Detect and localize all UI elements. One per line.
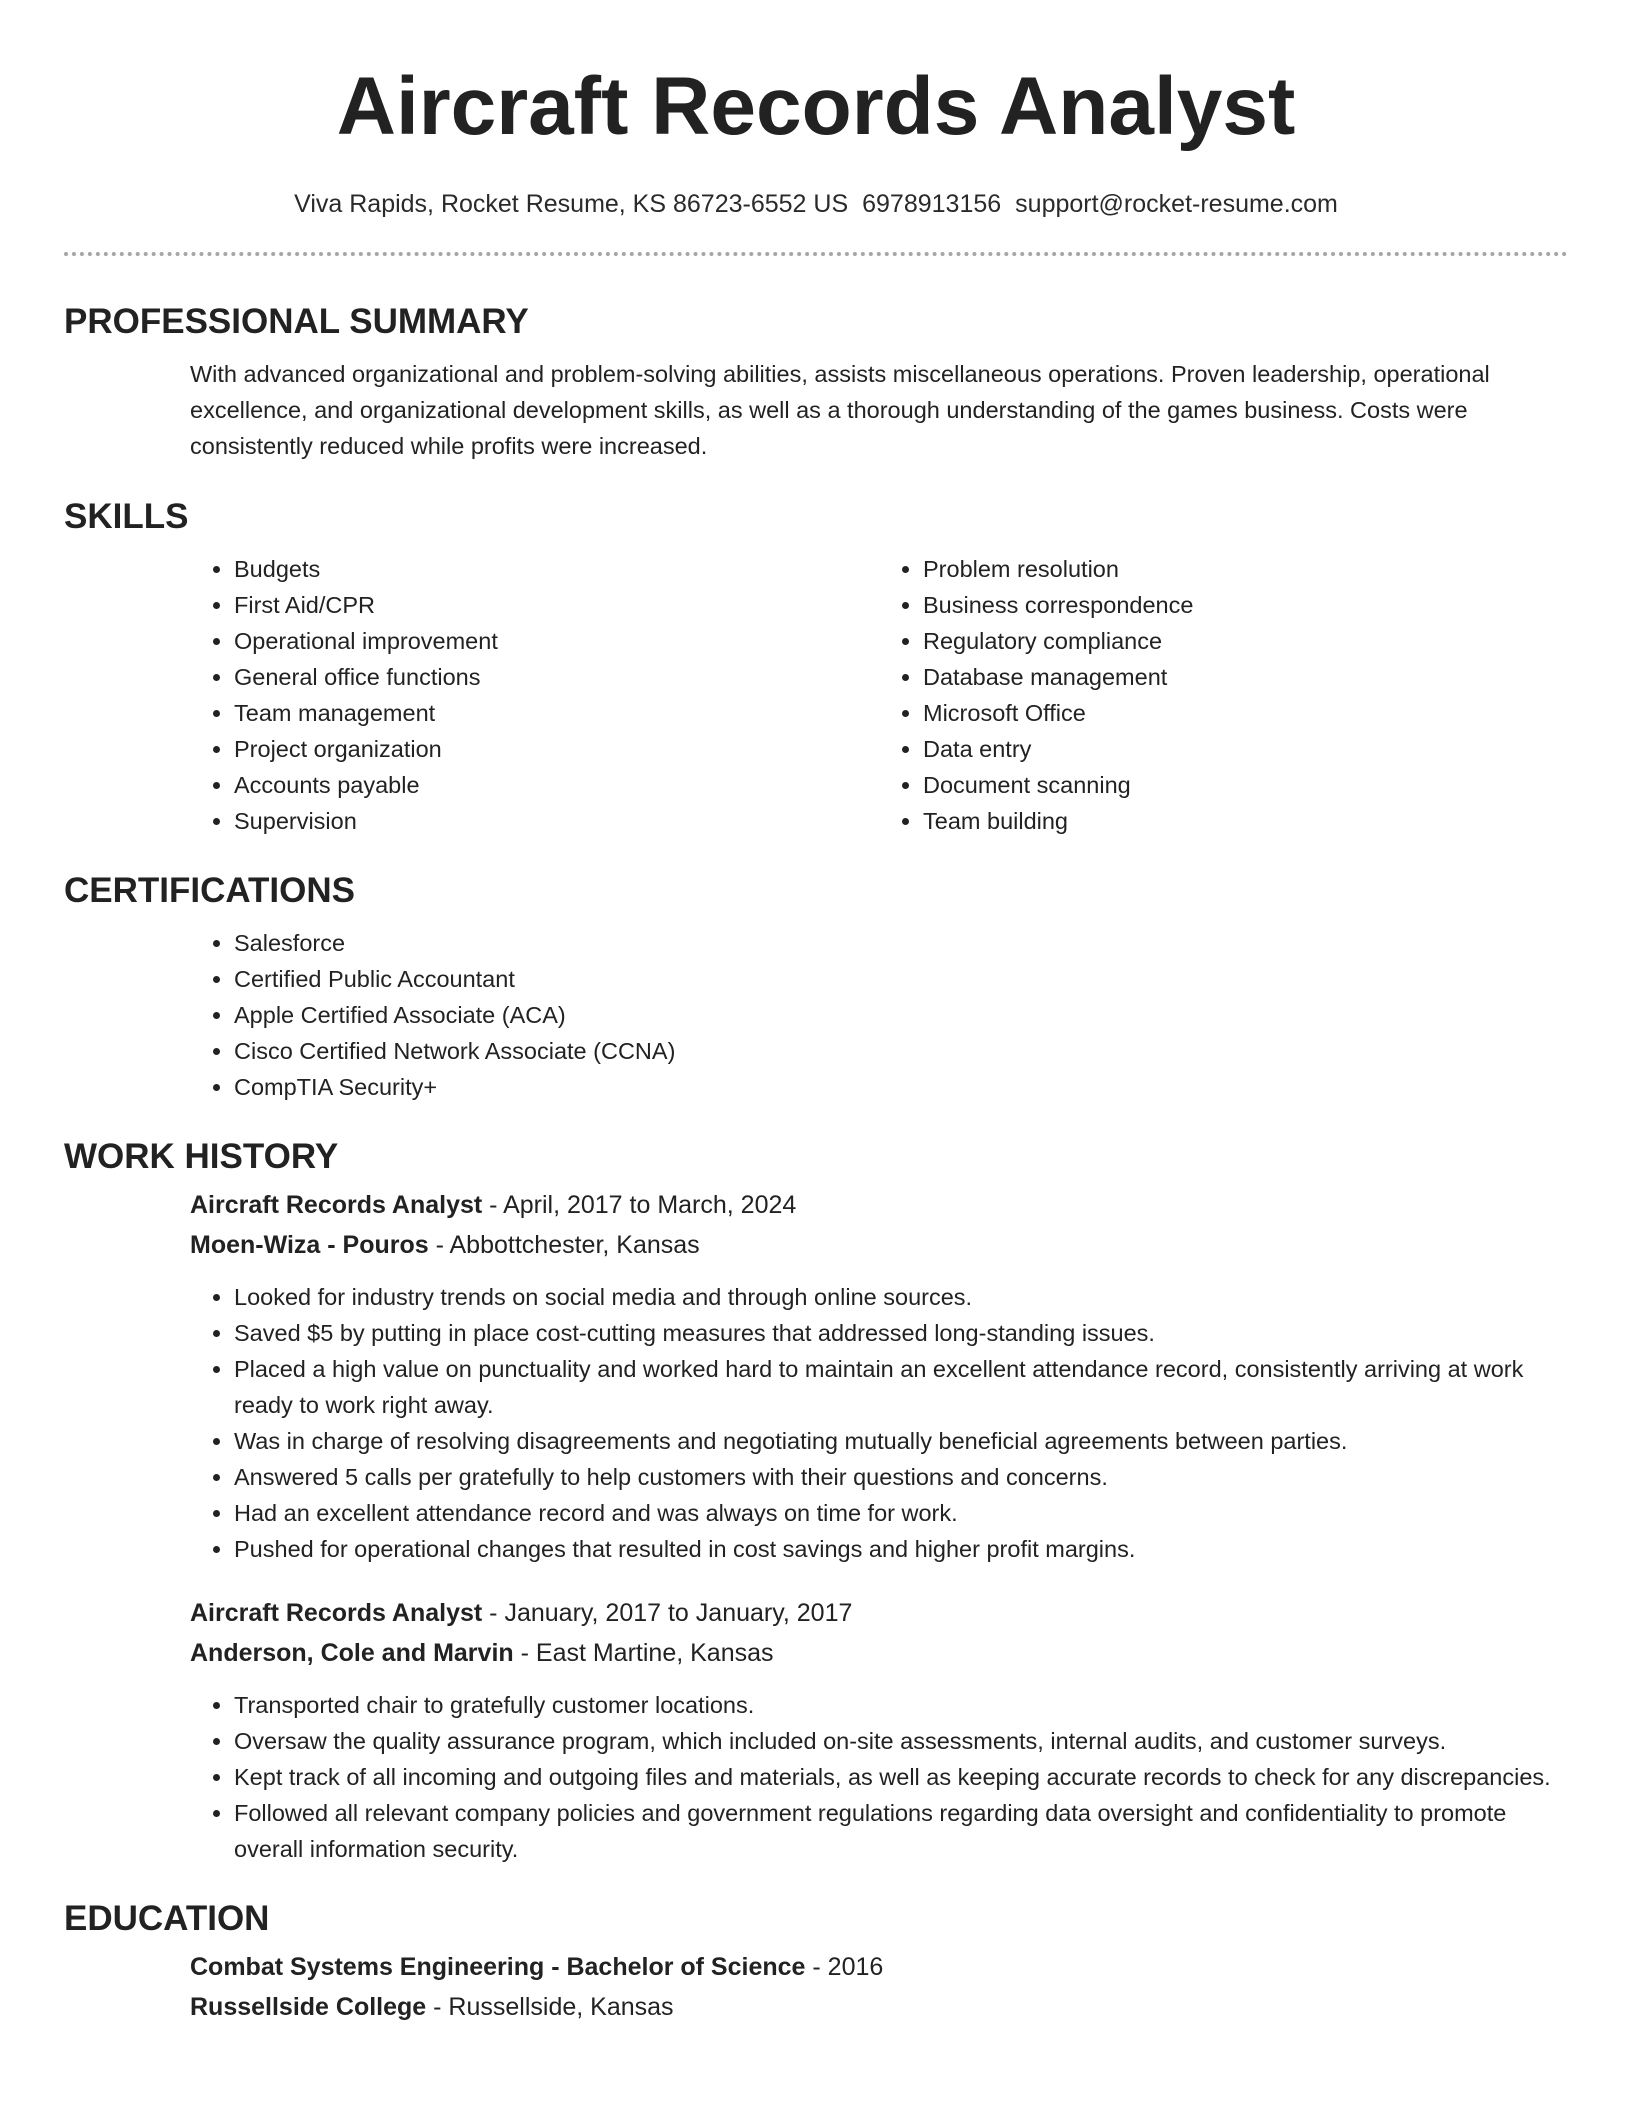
skill-item: • Project organization [234, 731, 879, 767]
job-bullet: • Looked for industry trends on social media and through online sources. [234, 1279, 1568, 1315]
job-company-line [190, 1225, 1568, 1265]
job-role: Aircraft Records Analyst [190, 1191, 483, 1219]
job-company: Anderson, Cole and Marvin [190, 1639, 514, 1667]
skill-item: • Budgets [234, 551, 879, 587]
skill-item: • First Aid/CPR [234, 587, 879, 623]
skills-section [64, 499, 1568, 839]
job-role-line [190, 1185, 1568, 1225]
education-section [64, 1901, 1568, 2027]
job-location: - Abbottchester, Kansas [428, 1231, 700, 1259]
job-bullet: • Kept track of all incoming and outgoing files and materials, as well as keeping accurate records to check for any discrepancies. [234, 1759, 1568, 1795]
header-divider [64, 252, 1568, 256]
job-bullets [190, 1279, 1568, 1567]
graduation-year: - 2016 [805, 1953, 884, 1981]
skill-item: • Accounts payable [234, 767, 879, 803]
degree-line [190, 1947, 1568, 1987]
job-bullet: • Answered 5 calls per gratefully to help customers with their questions and concerns. [234, 1459, 1568, 1495]
job-bullet: • Oversaw the quality assurance program, which included on-site assessments, internal audits, and customer surveys. [234, 1723, 1568, 1759]
job-company: Moen-Wiza - Pouros [190, 1231, 429, 1259]
skill-item: • Team building [923, 803, 1568, 839]
skill-item: • Microsoft Office [923, 695, 1568, 731]
summary-title: PROFESSIONAL SUMMARY [64, 302, 529, 341]
skill-item: • Problem resolution [923, 551, 1568, 587]
email: support@rocket-resume.com [1015, 190, 1338, 218]
job-dates: - April, 2017 to March, 2024 [482, 1191, 797, 1219]
skills-left-list [190, 551, 879, 839]
job-location: - East Martine, Kansas [513, 1639, 774, 1667]
work-title: WORK HISTORY [64, 1137, 339, 1176]
phone: 6978913156 [862, 190, 1002, 218]
skill-item: • Regulatory compliance [923, 623, 1568, 659]
certifications-title: CERTIFICATIONS [64, 871, 356, 910]
education-title: EDUCATION [64, 1899, 270, 1938]
skill-item: • Business correspondence [923, 587, 1568, 623]
job-role-line [190, 1593, 1568, 1633]
job-entry [190, 1593, 1568, 1867]
job-bullet: • Pushed for operational changes that resulted in cost savings and higher profit margins. [234, 1531, 1568, 1567]
skill-item: • Supervision [234, 803, 879, 839]
skills-grid [190, 551, 1568, 839]
certifications-section [64, 873, 1568, 1105]
summary-section [64, 304, 1568, 464]
summary-text: With advanced organizational and problem-solving abilities, assists miscellaneous operations. Proven leadership, operational excellence, and organizational development skills, as well as a thorough understanding of the games business. Costs were consistently reduced while profits were increased. [190, 361, 1490, 459]
skill-item: • Team management [234, 695, 879, 731]
certifications-list [190, 925, 1568, 1105]
skill-item: • Document scanning [923, 767, 1568, 803]
school: Russellside College [190, 1993, 427, 2021]
skill-item: • Database management [923, 659, 1568, 695]
address: Viva Rapids, Rocket Resume, KS 86723-6552 US [294, 190, 849, 218]
certification-item: • CompTIA Security+ [234, 1069, 1568, 1105]
skill-item: • General office functions [234, 659, 879, 695]
certification-item: • Salesforce [234, 925, 1568, 961]
certification-item: • Certified Public Accountant [234, 961, 1568, 997]
job-bullet: • Followed all relevant company policies and government regulations regarding data oversight and confidentiality to promote overall information security. [234, 1795, 1568, 1867]
degree: Combat Systems Engineering - Bachelor of Science [190, 1953, 806, 1981]
job-bullet: • Had an excellent attendance record and was always on time for work. [234, 1495, 1568, 1531]
candidate-name: Aircraft Records Analyst [336, 61, 1296, 152]
job-bullet: • Transported chair to gratefully customer locations. [234, 1687, 1568, 1723]
skills-title: SKILLS [64, 497, 189, 536]
certification-item: • Cisco Certified Network Associate (CCNA) [234, 1033, 1568, 1069]
school-line [190, 1987, 1568, 2027]
school-location: - Russellside, Kansas [426, 1993, 674, 2021]
certification-item: • Apple Certified Associate (ACA) [234, 997, 1568, 1033]
job-bullets [190, 1687, 1568, 1867]
certifications-wrap [190, 925, 1568, 1105]
education-entry [190, 1947, 1568, 2027]
job-bullet: • Placed a high value on punctuality and worked hard to maintain an excellent attendance record, consistently arriving at work ready to work right away. [234, 1351, 1568, 1423]
skills-right-list [879, 551, 1568, 839]
job-role: Aircraft Records Analyst [190, 1599, 483, 1627]
skill-item: • Operational improvement [234, 623, 879, 659]
job-bullet: • Saved $5 by putting in place cost-cutting measures that addressed long-standing issues. [234, 1315, 1568, 1351]
job-dates: - January, 2017 to January, 2017 [482, 1599, 853, 1627]
job-company-line [190, 1633, 1568, 1673]
skill-item: • Data entry [923, 731, 1568, 767]
contact-line [0, 190, 1632, 219]
job-bullet: • Was in charge of resolving disagreements and negotiating mutually beneficial agreements between parties. [234, 1423, 1568, 1459]
job-entry [190, 1185, 1568, 1567]
work-section [64, 1139, 1568, 1867]
